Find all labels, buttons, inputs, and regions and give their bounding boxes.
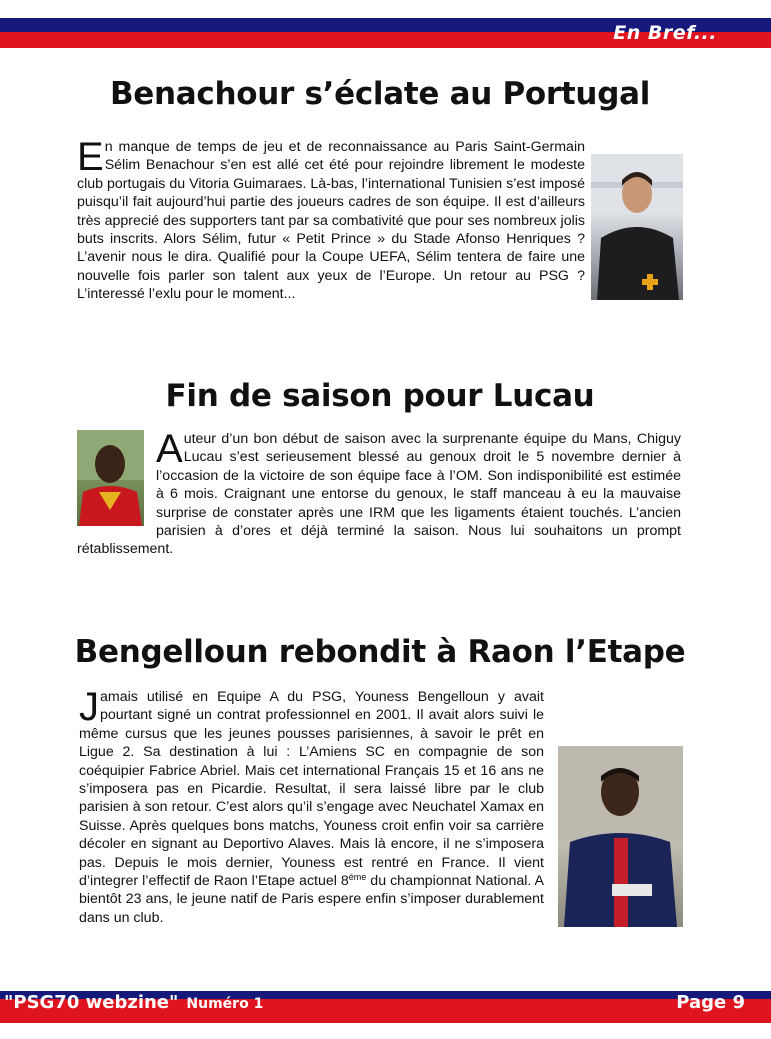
page-number: Page 9 xyxy=(676,992,745,1013)
article-body-bengelloun xyxy=(79,685,683,931)
article-title-bengelloun: Bengelloun rebondit à Raon l’Etape xyxy=(74,634,686,670)
article-title-benachour: Benachour s’éclate au Portugal xyxy=(109,76,651,112)
article-text: n manque de temps de jeu et de reconnaissance au Paris Saint-Germain Sélim Benachour s’en est allé cet été pour rejoindre librement le modeste club portugais du Vitoria Guimaraes. Là-bas, l’international Tunisien s’est imposé puisqu’il fait aujourd’hui partie des joueurs cadres de son équipe. Il est d’ailleurs très apprecié des supporters tant par sa combativité que pour ses nombreux jolis buts inscrits. Alors Sélim, futur « Petit Prince » du Stade Afonso Henriques ? L’avenir nous le dira. Qualifié pour la Coupe UEFA, Sélim tentera de faire une nouvelle fois parler son talent aux yeux de l’Europe. Un retour au PSG ? L’interessé l’exlu pour le moment... xyxy=(77,139,585,303)
player-photo-graphic xyxy=(591,154,683,300)
dropcap: A xyxy=(156,427,183,471)
article-title-lucau: Fin de saison pour Lucau xyxy=(165,378,595,414)
article-text: amais utilisé en Equipe A du PSG, Youness Bengelloun y avait pourtant signé un contrat professionnel en 2001. Il avait alors suivi le même cursus que les jeunes pousses parisiennes, à savoir le prêt en Ligue 2. Sa destination à lui : L’Amiens SC en compagnie de son coéquipier Fabrice Abriel. Mais cet international Français 15 et 16 ans ne s’imposera pas en Picardie. Resultat, il sera laissé libre par le club parisien à son retour. C’est alors qu’il s’engage avec Neuchatel Xamax en Suisse. Après quelques bons matchs, Youness croit enfin voir sa carrière décoler en signant au Deportivo Alaves. Mais là encore, il ne s’imposera pas. Depuis le mois dernier, Youness est rentré en France. Il vient d’integrer l’effectif de Raon l’Etape actuel 8 xyxy=(79,689,544,890)
article-text: uteur d’un bon début de saison avec la surprenante équipe du Mans, Chiguy Lucau s’est serieusement blessé au genoux droit le 5 novembre dernier à l’occasion de la victoire de son équipe face à l’OM. Son indisponibilité est estimée à 6 mois. Craignant une entorse du genoux, le staff manceau à eu la mauvaise surprise de constater après une IRM que les ligaments étaient touchés. L’ancien parisien à d’ores et déjà terminé la saison. Nous lui souhaitons un prompt rétablissement. xyxy=(77,431,681,558)
top-banner xyxy=(0,18,771,48)
article-body-lucau xyxy=(77,427,681,559)
footer-banner xyxy=(0,991,771,1021)
player-photo-graphic xyxy=(77,430,144,526)
dropcap: J xyxy=(79,685,99,729)
player-photo-graphic xyxy=(558,746,683,927)
dropcap: E xyxy=(77,135,104,179)
footer-publication xyxy=(4,993,263,1014)
article-body-benachour xyxy=(77,135,683,304)
publication-name: "PSG70 webzine" xyxy=(4,992,179,1013)
superscript-ordinal: ème xyxy=(348,872,367,883)
photo-bengelloun xyxy=(558,746,683,927)
article-text-continued: du championnat National. A bientôt 23 ans, le jeune natif de Paris espere enfin s’imposer durablement dans un club. xyxy=(79,873,544,926)
section-tag: En Bref... xyxy=(613,22,717,44)
issue-number: Numéro 1 xyxy=(186,996,264,1012)
photo-benachour xyxy=(591,154,683,300)
photo-lucau xyxy=(77,430,144,526)
